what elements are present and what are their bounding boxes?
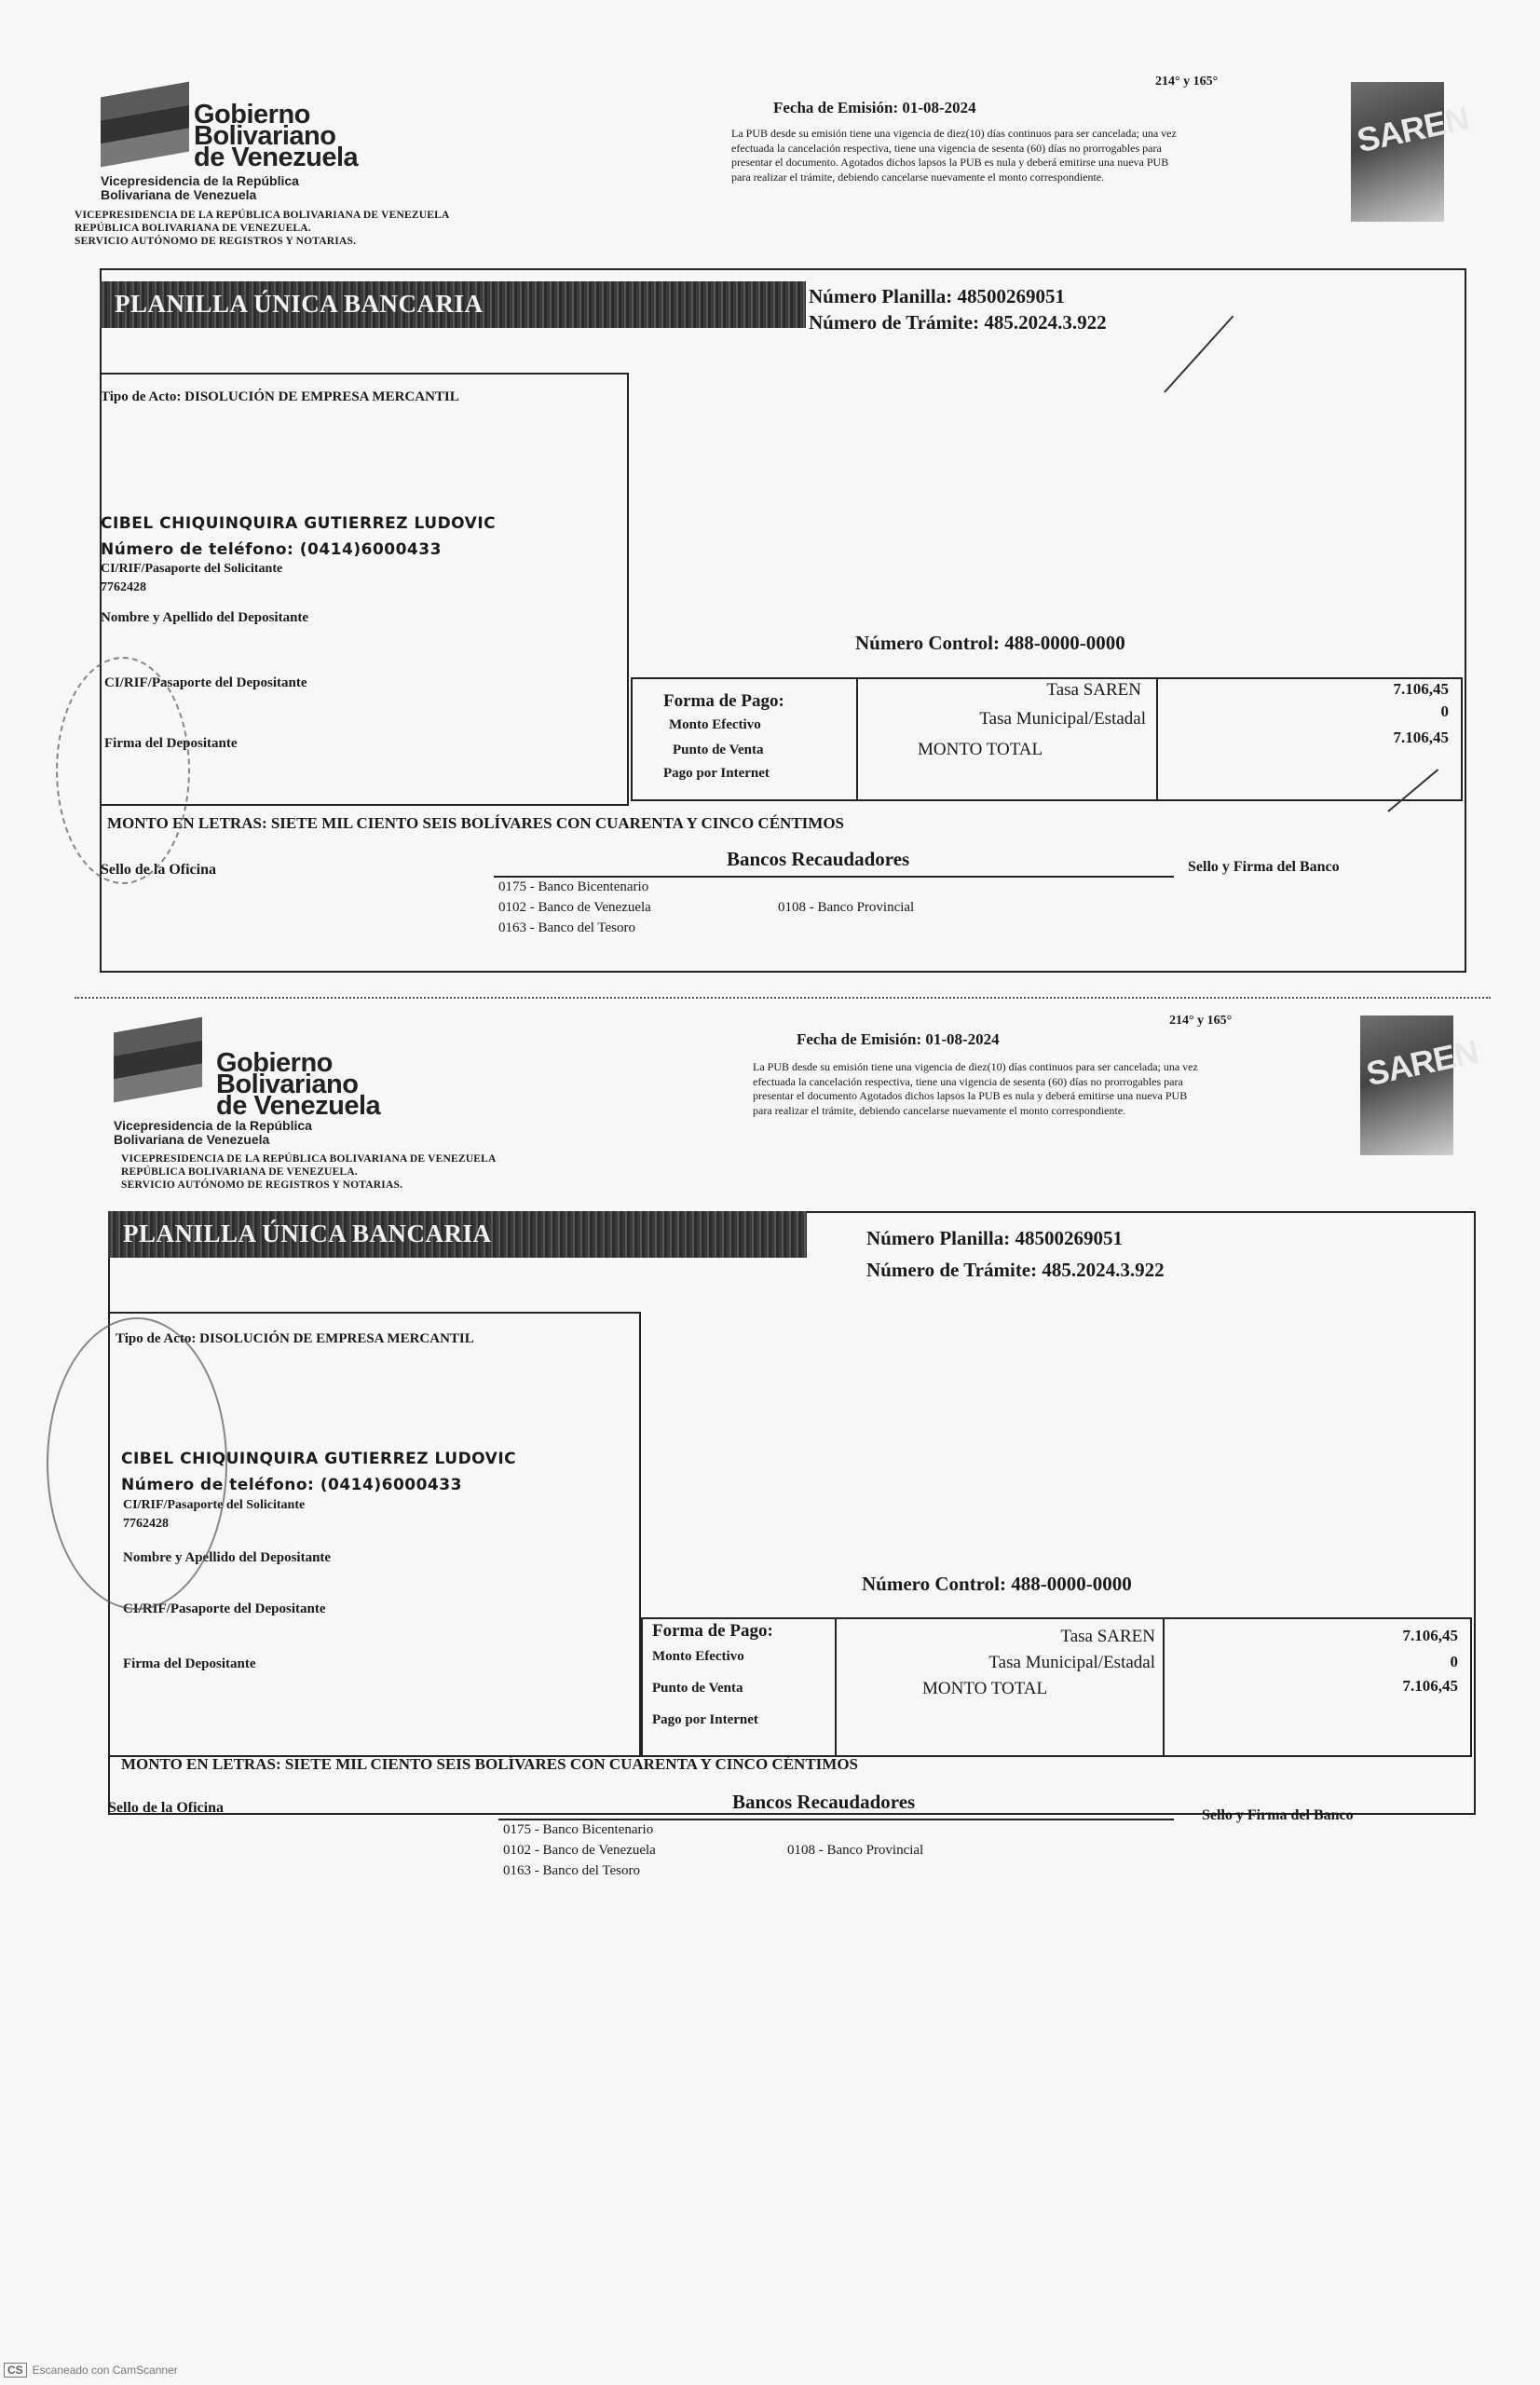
copy-2 bbox=[0, 935, 1540, 1878]
vigencia-notice: La PUB desde su emisión tiene una vigencia de diez(10) días continuos para ser cancelada; una vez efectuada la cancelación respectiva, tiene una vigencia de sesenta (60) días no prorrogables para presentar el documento Agotados dichos lapsos la PUB es nula y deberá emitirse una nueva PUB para realizar el trámite, debiendo cancelarse nuevamente el monto correspondiente. bbox=[753, 1060, 1198, 1117]
punto-venta-label: Punto de Venta bbox=[673, 743, 764, 757]
valor-tasa-saren: 7.106,45 bbox=[1402, 1627, 1458, 1644]
solicitante-telefono: Número de teléfono: (0414)6000433 bbox=[121, 1476, 462, 1494]
fecha-emision: Fecha de Emisión: 01-08-2024 bbox=[797, 1030, 1000, 1048]
ci-label: CI/RIF/Pasaporte del Solicitante bbox=[101, 562, 283, 576]
sello-banco-label: Sello y Firma del Banco bbox=[1202, 1807, 1354, 1823]
pago-internet-label: Pago por Internet bbox=[652, 1712, 758, 1727]
copy-1 bbox=[0, 0, 1540, 935]
department-lines: VICEPRESIDENCIA DE LA REPÚBLICA BOLIVARIANA DE VENEZUELA REPÚBLICA BOLIVARIANA DE VENEZUELA. SERVICIO AUTÓNOMO DE REGISTROS Y NOTARIAS. bbox=[121, 1153, 497, 1191]
monto-efectivo-label: Monto Efectivo bbox=[669, 717, 761, 732]
bancos-recaudadores-title: Bancos Recaudadores bbox=[732, 1791, 916, 1813]
numero-planilla: Número Planilla: 48500269051 bbox=[809, 285, 1065, 307]
tasa-saren-label: Tasa SAREN bbox=[1060, 1627, 1155, 1646]
depositante-ci-label: CI/RIF/Pasaporte del Depositante bbox=[104, 675, 307, 690]
department-lines: VICEPRESIDENCIA DE LA REPÚBLICA BOLIVARIANA DE VENEZUELA REPÚBLICA BOLIVARIANA DE VENEZUELA. SERVICIO AUTÓNOMO DE REGISTROS Y NOTARIAS. bbox=[75, 210, 450, 247]
valor-monto-total: 7.106,45 bbox=[1393, 729, 1449, 746]
solicitante-telefono: Número de teléfono: (0414)6000433 bbox=[101, 540, 442, 559]
bank-bicentenario: 0175 - Banco Bicentenario bbox=[503, 1822, 654, 1837]
bank-provincial: 0108 - Banco Provincial bbox=[787, 1843, 924, 1858]
bank-tesoro: 0163 - Banco del Tesoro bbox=[498, 920, 635, 935]
registry-stamp bbox=[47, 1317, 227, 1610]
scanner-watermark: CS Escaneado con CamScanner bbox=[4, 2363, 178, 2378]
solicitante-name: CIBEL CHIQUINQUIRA GUTIERREZ LUDOVIC bbox=[121, 1450, 517, 1468]
vicepresidencia-label: Vicepresidencia de la República Bolivariana de Venezuela bbox=[101, 173, 299, 202]
monto-total-label: MONTO TOTAL bbox=[922, 1679, 1048, 1698]
sello-banco-label: Sello y Firma del Banco bbox=[1188, 859, 1340, 875]
bancos-underline bbox=[494, 876, 1174, 878]
valor-tasa-saren: 7.106,45 bbox=[1393, 680, 1449, 698]
sello-oficina-label: Sello de la Oficina bbox=[108, 1800, 224, 1816]
tipo-acto: Tipo de Acto: DISOLUCIÓN DE EMPRESA MERCANTIL bbox=[101, 389, 459, 404]
depositante-ci-label: CI/RIF/Pasaporte del Depositante bbox=[123, 1601, 326, 1616]
depositante-firma-label: Firma del Depositante bbox=[104, 736, 238, 751]
punto-venta-label: Punto de Venta bbox=[652, 1681, 743, 1696]
bancos-recaudadores-title: Bancos Recaudadores bbox=[727, 848, 910, 870]
ci-label: CI/RIF/Pasaporte del Solicitante bbox=[123, 1498, 306, 1512]
pago-internet-label: Pago por Internet bbox=[663, 766, 770, 781]
logo-text: Gobierno Bolivariano de Venezuela bbox=[216, 1048, 381, 1121]
vicepresidencia-label: Vicepresidencia de la República Bolivariana de Venezuela bbox=[114, 1118, 312, 1147]
coordinates: 214° y 165° bbox=[1169, 1014, 1233, 1028]
solicitante-name: CIBEL CHIQUINQUIRA GUTIERREZ LUDOVIC bbox=[101, 514, 497, 533]
monto-efectivo-label: Monto Efectivo bbox=[652, 1649, 744, 1664]
government-flag-logo bbox=[114, 1025, 202, 1095]
vigencia-notice: La PUB desde su emisión tiene una vigencia de diez(10) días continuos para ser cancelada; una vez efectuada la cancelación respectiva, tiene una vigencia de sesenta (60) días no prorrogables para presentar el documento. Agotados dichos lapsos la PUB es nula y deberá emitirse una nueva PUB para realizar el trámite, debiendo cancelarse nuevamente el monto correspondiente. bbox=[731, 127, 1177, 184]
sello-oficina-label: Sello de la Oficina bbox=[101, 862, 216, 878]
ci-value: 7762428 bbox=[123, 1517, 169, 1531]
monto-total-label: MONTO TOTAL bbox=[918, 740, 1043, 759]
monto-en-letras: MONTO EN LETRAS: SIETE MIL CIENTO SEIS BOLÍVARES CON CUARENTA Y CINCO CÉNTIMOS bbox=[121, 1755, 858, 1773]
tasa-municipal-label: Tasa Municipal/Estadal bbox=[988, 1653, 1155, 1672]
saren-logo: SAREN bbox=[1360, 1015, 1453, 1155]
numero-planilla: Número Planilla: 48500269051 bbox=[866, 1227, 1123, 1249]
bank-bicentenario: 0175 - Banco Bicentenario bbox=[498, 879, 649, 894]
valor-tasa-municipal: 0 bbox=[1450, 1653, 1458, 1670]
logo-text: Gobierno Bolivariano de Venezuela bbox=[194, 100, 359, 172]
bank-tesoro: 0163 - Banco del Tesoro bbox=[503, 1863, 640, 1878]
depositante-nombre-label: Nombre y Apellido del Depositante bbox=[123, 1550, 332, 1565]
saren-logo: SAREN bbox=[1351, 82, 1444, 222]
bank-provincial: 0108 - Banco Provincial bbox=[778, 900, 915, 915]
coordinates: 214° y 165° bbox=[1155, 75, 1219, 89]
planilla-title-bar: PLANILLA ÚNICA BANCARIA bbox=[100, 281, 806, 328]
ci-value: 7762428 bbox=[101, 580, 146, 594]
forma-pago-label: Forma de Pago: bbox=[652, 1621, 773, 1641]
tasa-municipal-label: Tasa Municipal/Estadal bbox=[979, 709, 1146, 729]
numero-tramite: Número de Trámite: 485.2024.3.922 bbox=[866, 1259, 1165, 1281]
office-stamp bbox=[56, 657, 190, 884]
forma-pago-label: Forma de Pago: bbox=[663, 691, 784, 711]
bancos-underline bbox=[498, 1819, 1174, 1820]
valor-monto-total: 7.106,45 bbox=[1402, 1677, 1458, 1695]
numero-control: Número Control: 488-0000-0000 bbox=[855, 632, 1125, 654]
bank-venezuela: 0102 - Banco de Venezuela bbox=[498, 900, 651, 915]
depositante-nombre-label: Nombre y Apellido del Depositante bbox=[101, 610, 309, 625]
bank-venezuela: 0102 - Banco de Venezuela bbox=[503, 1843, 656, 1858]
tasa-saren-label: Tasa SAREN bbox=[1046, 680, 1141, 700]
monto-en-letras: MONTO EN LETRAS: SIETE MIL CIENTO SEIS BOLÍVARES CON CUARENTA Y CINCO CÉNTIMOS bbox=[107, 814, 844, 832]
depositante-firma-label: Firma del Depositante bbox=[123, 1656, 256, 1671]
numero-control: Número Control: 488-0000-0000 bbox=[862, 1573, 1132, 1595]
valor-tasa-municipal: 0 bbox=[1440, 702, 1449, 720]
planilla-title-bar: PLANILLA ÚNICA BANCARIA bbox=[108, 1211, 807, 1258]
tipo-acto: Tipo de Acto: DISOLUCIÓN DE EMPRESA MERCANTIL bbox=[116, 1331, 474, 1346]
fecha-emision: Fecha de Emisión: 01-08-2024 bbox=[773, 99, 976, 116]
government-flag-logo bbox=[101, 89, 189, 159]
numero-tramite: Número de Trámite: 485.2024.3.922 bbox=[809, 311, 1107, 334]
